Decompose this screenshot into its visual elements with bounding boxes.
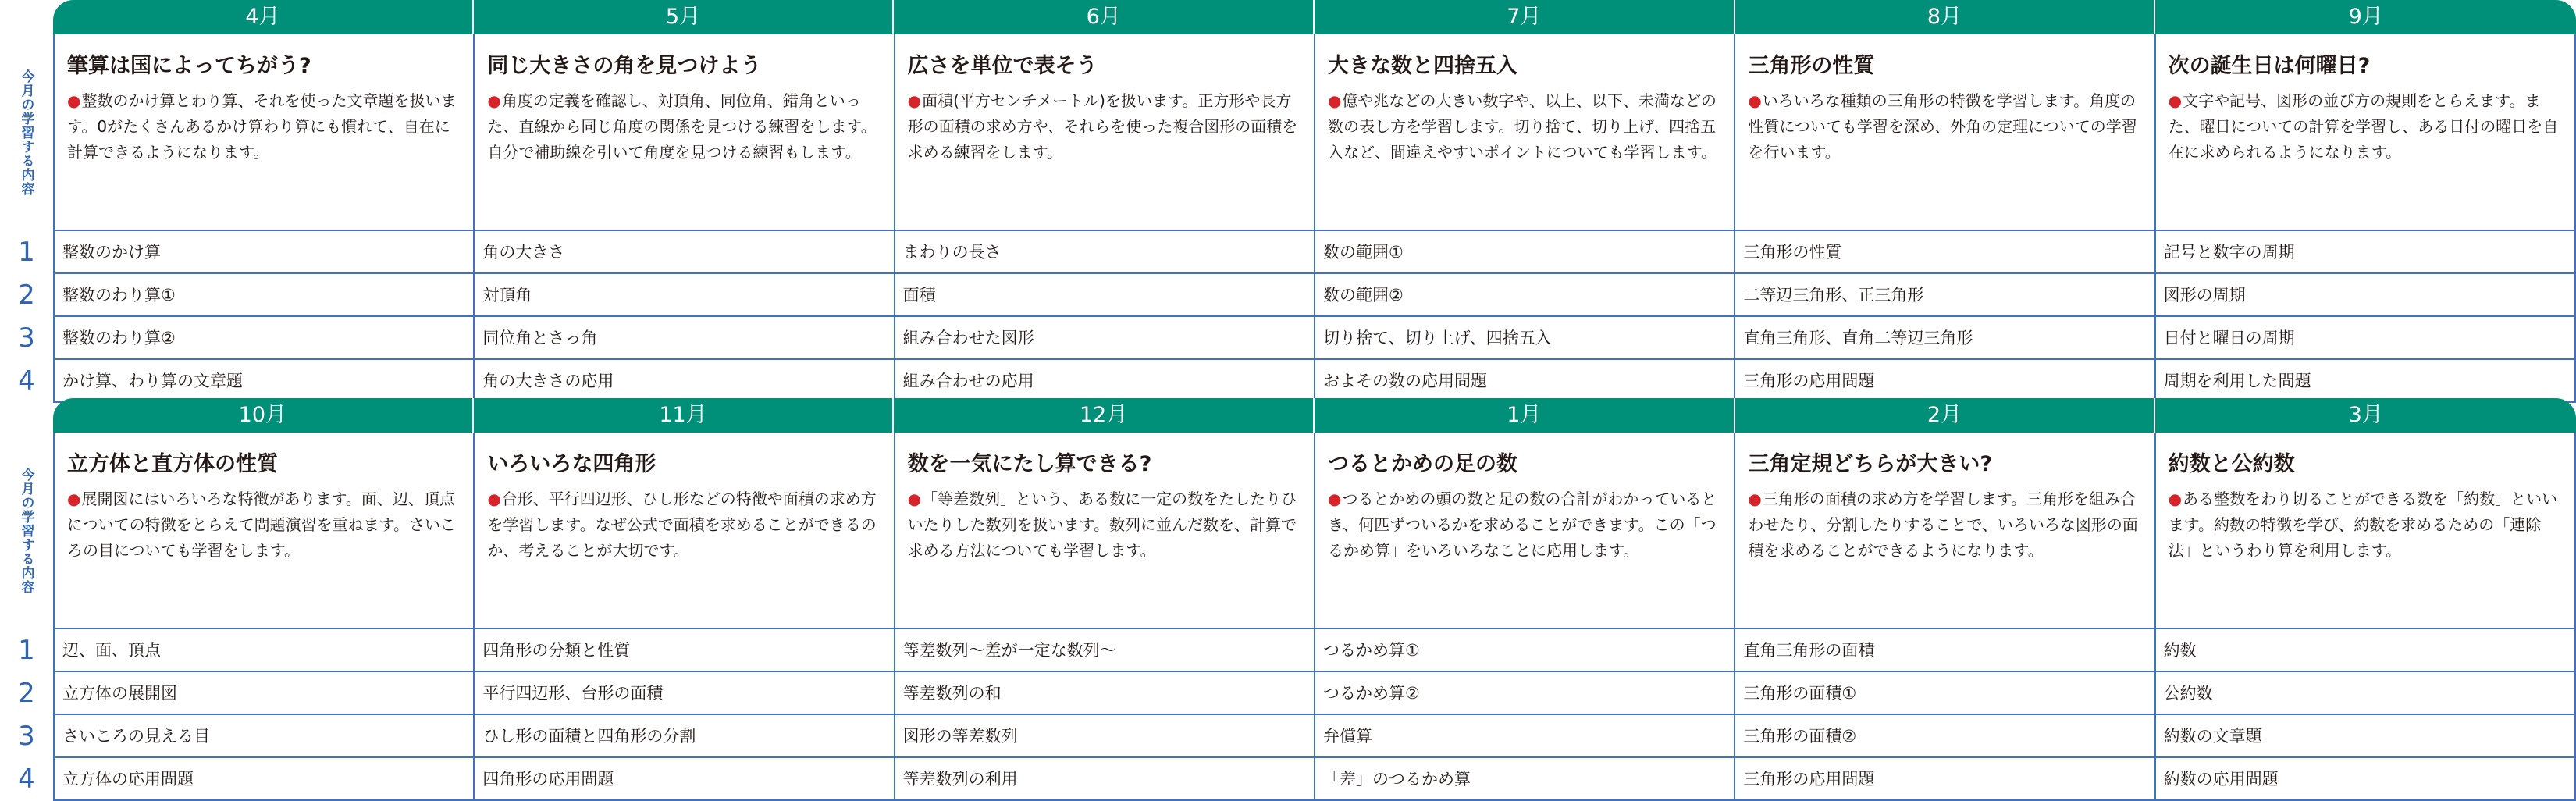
unit-title: 大きな数と四捨五入 — [1327, 54, 1517, 78]
month-header: 8月 — [1735, 0, 2156, 34]
lesson-topic: 角の大きさの応用 — [475, 360, 895, 401]
week-row — [55, 715, 2576, 758]
month-content-cell — [475, 34, 895, 230]
unit-description-text: 整数のかけ算とわり算、それを使った文章題を扱います。0がたくさんあるかけ算わり算にも慣れて、自在に計算できるようになります。 — [67, 91, 457, 162]
month-content-cell — [1315, 433, 1735, 628]
unit-title: 同じ大きさの角を見つけよう — [487, 54, 762, 78]
lesson-topic: つるかめ算① — [1315, 629, 1735, 671]
unit-title: いろいろな四角形 — [487, 452, 656, 476]
unit-title: 次の誕生日は何曜日? — [2168, 54, 2371, 78]
lesson-topic: 等差数列〜差が一定な数列〜 — [895, 629, 1315, 671]
month-header: 11月 — [474, 398, 895, 433]
bullet-icon: ● — [1748, 91, 1762, 110]
unit-description — [1748, 486, 2141, 564]
lesson-topic: 組み合わせの応用 — [895, 360, 1315, 401]
unit-description-text: ある整数をわり切ることができる数を「約数」といいます。約数の特徴を学び、約数を求めるための「連除法」というわり算を利用します。 — [2168, 490, 2558, 560]
month-content-cell — [475, 433, 895, 628]
month-content-cell — [55, 34, 475, 230]
lesson-topic: 直角三角形、直角二等辺三角形 — [1735, 317, 2155, 358]
week-number: 3 — [18, 322, 35, 354]
bullet-icon: ● — [1327, 91, 1342, 110]
month-content-cell — [2156, 34, 2576, 230]
lesson-topic: 図形の周期 — [2156, 274, 2576, 315]
week-number: 1 — [18, 237, 35, 268]
lesson-topic: 組み合わせた図形 — [895, 317, 1315, 358]
lesson-topic: 三角形の応用問題 — [1735, 758, 2155, 799]
lesson-topic: 公約数 — [2156, 672, 2576, 714]
lesson-topic: およその数の応用問題 — [1315, 360, 1735, 401]
lesson-topic: 三角形の面積② — [1735, 715, 2155, 756]
lesson-topic: 整数のわり算① — [55, 274, 475, 315]
unit-description-text: 面積(平方センチメートル)を扱います。正方形や長方形の面積の求め方や、それらを使った複合図形の面積を求める練習をします。 — [907, 91, 1298, 162]
unit-description-text: 「等差数列」という、ある数に一定の数をたしたりひいたりした数列を扱います。数列に並んだ数を、計算で求める方法についても学習します。 — [907, 490, 1297, 560]
week-row — [55, 629, 2576, 672]
month-header: 9月 — [2348, 5, 2383, 29]
month-content-cell — [1735, 34, 2155, 230]
month-header: 12月 — [894, 398, 1315, 433]
lesson-topic: つるかめ算② — [1315, 672, 1735, 714]
unit-title: 三角形の性質 — [1748, 54, 1875, 78]
unit-description — [1328, 88, 1721, 166]
bullet-icon: ● — [487, 490, 501, 508]
lesson-topic: 平行四辺形、台形の面積 — [475, 672, 895, 714]
week-row — [55, 274, 2576, 317]
lesson-topic: さいころの見える目 — [55, 715, 475, 756]
lesson-topic: 等差数列の利用 — [895, 758, 1315, 799]
unit-description — [487, 486, 881, 564]
lesson-topic: 立方体の展開図 — [55, 672, 475, 714]
month-header-row — [53, 0, 2576, 34]
month-header: 7月 — [1315, 0, 1735, 34]
lesson-topic: 直角三角形の面積 — [1735, 629, 2155, 671]
content-row — [55, 34, 2576, 231]
month-content-cell — [55, 433, 475, 628]
bullet-icon: ● — [2168, 490, 2183, 508]
unit-description-text: 億や兆などの大きい数字や、以上、以下、未満などの数の表し方を学習します。切り捨て、切り上げ、四捨五入など、間違えやすいポイントについても学習します。 — [1327, 91, 1717, 162]
lesson-topic: 切り捨て、切り上げ、四捨五入 — [1315, 317, 1735, 358]
lesson-topic: 辺、面、頂点 — [55, 629, 475, 671]
lesson-topic: 対頂角 — [475, 274, 895, 315]
lesson-topic: 角の大きさ — [475, 231, 895, 272]
month-header-row — [53, 398, 2576, 433]
week-number: 4 — [18, 764, 35, 795]
week-number: 2 — [18, 279, 35, 311]
unit-description — [908, 486, 1301, 564]
month-header: 1月 — [1315, 398, 1735, 433]
unit-description-text: 台形、平行四辺形、ひし形などの特徴や面積の求め方を学習します。なぜ公式で面積を求めることができるのか、考えることが大切です。 — [487, 490, 877, 560]
unit-title: つるとかめの足の数 — [1327, 452, 1517, 476]
lesson-topic: 面積 — [895, 274, 1315, 315]
bullet-icon: ● — [907, 490, 922, 508]
week-row — [55, 672, 2576, 715]
month-content-cell — [2156, 433, 2576, 628]
unit-description — [2169, 88, 2562, 166]
lesson-topic: 周期を利用した問題 — [2156, 360, 2576, 401]
unit-description-text: 角度の定義を確認し、対頂角、同位角、錯角といった、直線から同じ角度の関係を見つける練習をします。自分で補助線を引いて角度を見つける練習もします。 — [487, 91, 877, 162]
bullet-icon: ● — [67, 490, 81, 508]
week-number: 1 — [18, 635, 35, 666]
unit-description — [487, 88, 881, 166]
unit-description-text: 展開図にはいろいろな特徴があります。面、辺、頂点についての特徴をとらえて問題演習を重ねます。さいころの目についても学習をします。 — [67, 490, 456, 560]
unit-description-text: 三角形の面積の求め方を学習します。三角形を組み合わせたり、分割したりすることで、いろいろな図形の面積を求めることができるようになります。 — [1748, 490, 2138, 560]
unit-description — [908, 88, 1301, 166]
learning-content-label-text: 今月の学習する内容 — [18, 69, 34, 196]
bullet-icon: ● — [907, 91, 922, 110]
lesson-topic: 記号と数字の周期 — [2156, 231, 2576, 272]
month-header: 2月 — [1735, 398, 2156, 433]
lesson-topic: 数の範囲① — [1315, 231, 1735, 272]
month-content-cell — [895, 34, 1315, 230]
month-header: 6月 — [894, 0, 1315, 34]
lesson-topic: 整数のかけ算 — [55, 231, 475, 272]
week-row — [55, 231, 2576, 274]
unit-description — [1328, 486, 1721, 564]
lesson-topic: 四角形の分類と性質 — [475, 629, 895, 671]
unit-title: 立方体と直方体の性質 — [67, 452, 278, 476]
bullet-icon: ● — [1327, 490, 1342, 508]
unit-description — [2169, 486, 2562, 564]
unit-title: 三角定規どちらが大きい? — [1748, 452, 1992, 476]
bullet-icon: ● — [487, 91, 501, 110]
lesson-topic: 二等辺三角形、正三角形 — [1735, 274, 2155, 315]
lesson-topic: 三角形の性質 — [1735, 231, 2155, 272]
month-content-cell — [1735, 433, 2155, 628]
lesson-topic: 図形の等差数列 — [895, 715, 1315, 756]
lesson-topic: 数の範囲② — [1315, 274, 1735, 315]
month-header: 5月 — [474, 0, 895, 34]
lesson-topic: 日付と曜日の周期 — [2156, 317, 2576, 358]
week-row — [55, 317, 2576, 360]
month-content-cell — [895, 433, 1315, 628]
lesson-topic: 立方体の応用問題 — [55, 758, 475, 799]
lesson-topic: 三角形の面積① — [1735, 672, 2155, 714]
lesson-topic: 四角形の応用問題 — [475, 758, 895, 799]
unit-description — [67, 486, 461, 564]
lesson-topic: まわりの長さ — [895, 231, 1315, 272]
month-header: 3月 — [2348, 403, 2383, 427]
lesson-topic: 約数 — [2156, 629, 2576, 671]
bullet-icon: ● — [67, 91, 81, 110]
week-number: 2 — [18, 678, 35, 709]
learning-content-label-text: 今月の学習する内容 — [18, 468, 34, 594]
month-header: 10月 — [53, 398, 474, 433]
week-number: 4 — [18, 365, 35, 397]
bullet-icon: ● — [2168, 91, 2183, 110]
lesson-topic: 約数の文章題 — [2156, 715, 2576, 756]
learning-content-label — [0, 34, 53, 231]
unit-description — [1748, 88, 2141, 166]
week-row — [55, 360, 2576, 403]
lesson-topic: 同位角とさっ角 — [475, 317, 895, 358]
lesson-topic: かけ算、わり算の文章題 — [55, 360, 475, 401]
lesson-topic: 「差」のつるかめ算 — [1315, 758, 1735, 799]
unit-title: 数を一気にたし算できる? — [907, 452, 1152, 476]
unit-description-text: 文字や記号、図形の並び方の規則をとらえます。また、曜日についての計算を学習し、ある日付の曜日を自在に求められるようになります。 — [2168, 91, 2559, 162]
unit-description-text: つるとかめの頭の数と足の数の合計がわかっているとき、何匹ずついるかを求めることができます。この「つるかめ算」をいろいろなことに応用します。 — [1327, 490, 1717, 560]
lesson-topic: 等差数列の和 — [895, 672, 1315, 714]
learning-content-label — [0, 433, 53, 629]
curriculum-grid — [53, 34, 2576, 403]
unit-title: 筆算は国によってちがう? — [67, 54, 311, 78]
curriculum-grid — [53, 433, 2576, 801]
month-header: 4月 — [53, 0, 474, 34]
lesson-topic: 整数のわり算② — [55, 317, 475, 358]
unit-title: 約数と公約数 — [2168, 452, 2295, 476]
month-content-cell — [1315, 34, 1735, 230]
week-number: 3 — [18, 721, 35, 752]
week-row — [55, 758, 2576, 801]
unit-description — [67, 88, 461, 166]
lesson-topic: 三角形の応用問題 — [1735, 360, 2155, 401]
unit-title: 広さを単位で表そう — [907, 54, 1098, 78]
lesson-topic: 弁償算 — [1315, 715, 1735, 756]
bullet-icon: ● — [1748, 490, 1762, 508]
content-row — [55, 433, 2576, 629]
lesson-topic: 約数の応用問題 — [2156, 758, 2576, 799]
lesson-topic: ひし形の面積と四角形の分割 — [475, 715, 895, 756]
unit-description-text: いろいろな種類の三角形の特徴を学習します。角度の性質についても学習を深め、外角の定理についての学習を行います。 — [1748, 91, 2137, 162]
